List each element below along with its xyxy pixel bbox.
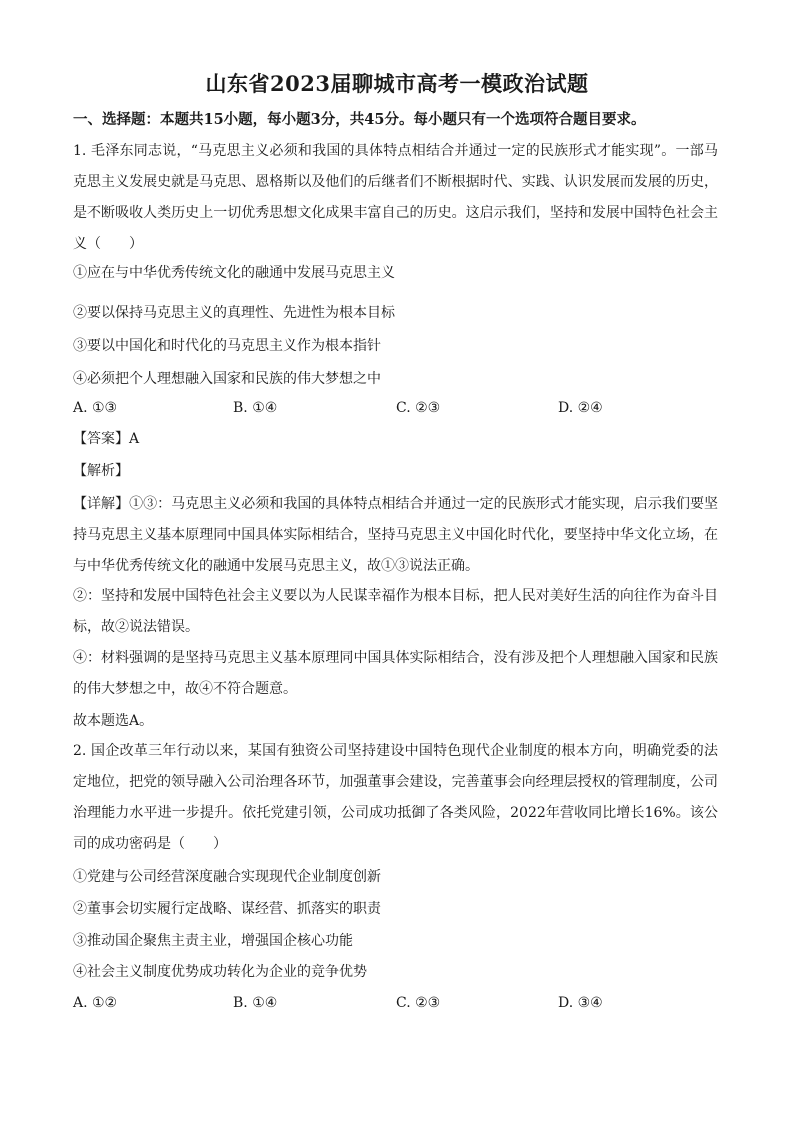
question-1-conclusion: 故本题选A。 [73,713,154,729]
question-1-option-a: A. ①③ [73,400,118,416]
question-1-stem: 1. 毛泽东同志说，“马克思主义必须和我国的具体特点相结合并通过一定的民族形式才能实现”。一部马克思主义发展史就是马克思、恩格斯以及他们的后继者们不断根据时代、实践、认识发展而发展的历史，是不断吸收人类历史上一切优秀思想文化成果丰富自己的历史。这启示我们，坚持和发展中国特色社会主义（ ） [73,143,718,252]
question-2-option-d: D. ③④ [558,995,603,1011]
question-1-detail-1: 【详解】①③：马克思主义必须和我国的具体特点相结合并通过一定的民族形式才能实现，启示我们要坚持马克思主义基本原理同中国具体实际相结合，坚持马克思主义中国化时代化，要坚持中华文化立场，在与中华优秀传统文化的融通中发展马克思主义，故①③说法正确。 [73,496,718,574]
section-heading: 一、选择题：本题共15小题，每小题3分，共45分。每小题只有一个选项符合题目要求。 [73,111,646,128]
question-1-option-b: B. ①④ [233,400,278,416]
question-1-detail-3: ④：材料强调的是坚持马克思主义基本原理同中国具体实际相结合，没有涉及把个人理想融入国家和民族的伟大梦想之中，故④不符合题意。 [73,650,718,697]
question-2-item-2: ②董事会切实履行定战略、谋经营、抓落实的职责 [73,901,381,917]
question-2-stem: 2. 国企改革三年行动以来，某国有独资公司坚持建设中国特色现代企业制度的根本方向，明确党委的法定地位，把党的领导融入公司治理各环节，加强董事会建设，完善董事会向经理层授权的管理制度，公司治理能力水平进一步提升。依托党建引领，公司成功抵御了各类风险，2022年营收同比增长16%。该公司的成功密码是（ ） [73,743,718,852]
question-2-option-a: A. ①② [73,995,118,1011]
question-2-option-c: C. ②③ [396,995,441,1011]
question-2-option-b: B. ①④ [233,995,278,1011]
question-2-item-4: ④社会主义制度优势成功转化为企业的竞争优势 [73,964,367,980]
page-title: 山东省2023届聊城市高考一模政治试题 [205,71,589,96]
question-1-answer: 【答案】A [73,431,140,447]
question-1-option-d: D. ②④ [558,400,603,416]
question-2-item-3: ③推动国企聚焦主责主业，增强国企核心功能 [73,933,353,949]
question-1-detail-2: ②：坚持和发展中国特色社会主义要以为人民谋幸福作为根本目标，把人民对美好生活的向往作为奋斗目标，故②说法错误。 [73,588,718,635]
question-1-item-1: ①应在与中华优秀传统文化的融通中发展马克思主义 [73,265,395,281]
question-1-item-2: ②要以保持马克思主义的真理性、先进性为根本目标 [73,305,395,321]
question-1-item-3: ③要以中国化和时代化的马克思主义作为根本指针 [73,338,381,354]
question-1-item-4: ④必须把个人理想融入国家和民族的伟大梦想之中 [73,371,381,387]
question-2-item-1: ①党建与公司经营深度融合实现现代企业制度创新 [73,869,381,885]
question-1-option-c: C. ②③ [396,400,441,416]
question-1-analysis-label: 【解析】 [73,463,129,479]
